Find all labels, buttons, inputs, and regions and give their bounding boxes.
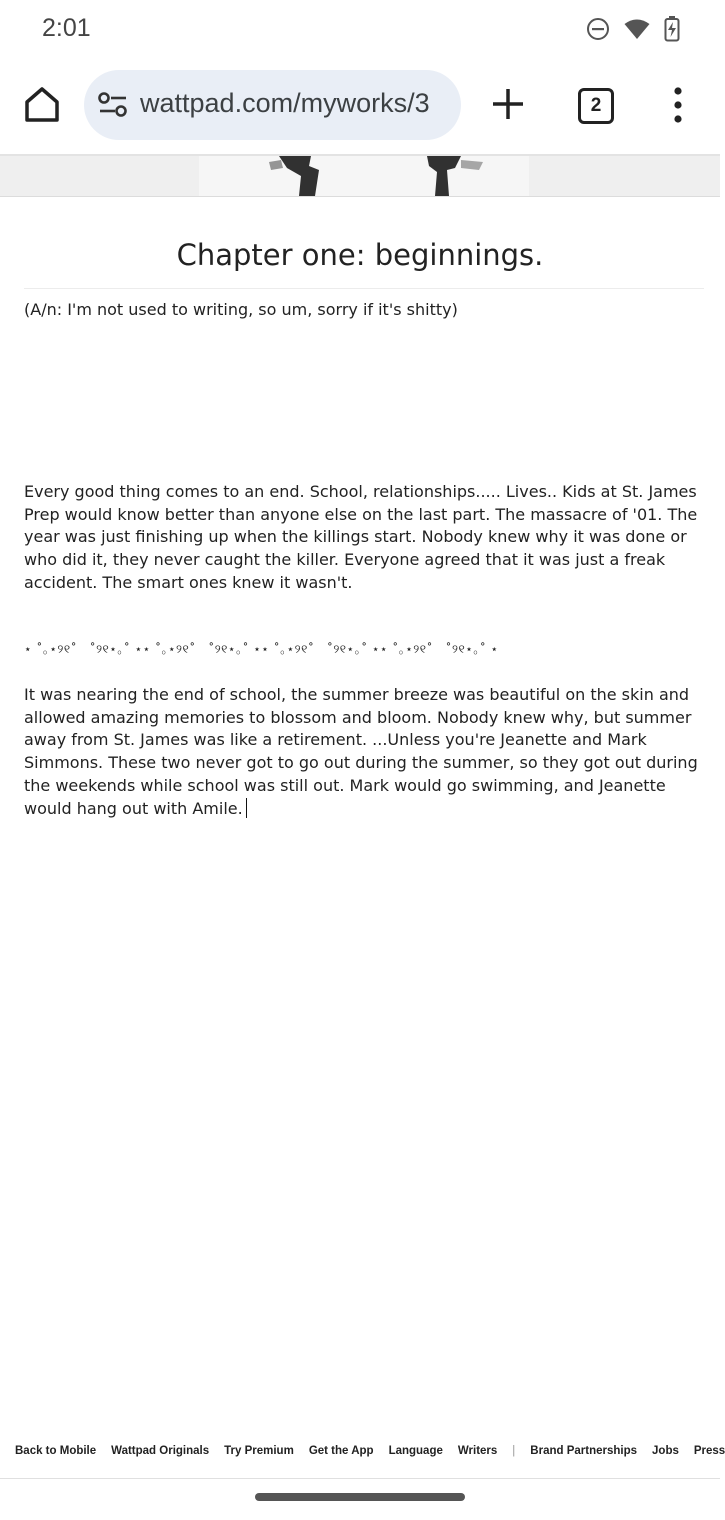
site-settings-icon[interactable] xyxy=(98,91,128,119)
story-paragraph[interactable]: Every good thing comes to an end. School, relationships..... Lives.. Kids at St. James Prep would know better than anyone else on the last part. The massacre of '01. The year was just finishing up when the killings start. Nobody knew why it was done or who did it, they never caught the killer. Everyone agreed that it was just a freak accident. The smart ones knew it wasn't. xyxy=(24,482,698,592)
footer-separator: | xyxy=(512,1445,516,1457)
battery-charging-icon xyxy=(664,16,680,42)
home-icon[interactable] xyxy=(22,84,62,124)
author-note[interactable]: (A/n: I'm not used to writing, so um, sorry if it's shitty) xyxy=(24,300,458,319)
browser-toolbar xyxy=(0,62,720,156)
story-header-banner xyxy=(0,156,720,197)
title-divider xyxy=(24,288,704,289)
footer-links xyxy=(15,1445,725,1457)
url-text[interactable]: wattpad.com/myworks/3 xyxy=(140,88,430,118)
new-tab-icon[interactable] xyxy=(490,86,526,122)
footer-link-brand-partnerships[interactable]: Brand Partnerships xyxy=(530,1445,638,1457)
story-paragraph-editing[interactable] xyxy=(24,684,708,820)
more-menu-icon[interactable] xyxy=(668,86,688,124)
gesture-navigation-bar[interactable] xyxy=(255,1493,465,1501)
chapter-title: Chapter one: beginnings. xyxy=(176,238,544,272)
wifi-icon xyxy=(624,18,650,40)
tab-switcher-button[interactable]: 2 xyxy=(578,88,614,124)
footer-link-try-premium[interactable]: Try Premium xyxy=(224,1445,294,1457)
address-bar[interactable] xyxy=(84,70,461,140)
cover-image xyxy=(199,156,529,196)
text-cursor xyxy=(246,798,248,818)
footer-link-jobs[interactable]: Jobs xyxy=(652,1445,679,1457)
footer-link-language[interactable]: Language xyxy=(388,1445,443,1457)
status-time: 2:01 xyxy=(42,14,91,42)
footer-link-wattpad-originals[interactable]: Wattpad Originals xyxy=(111,1445,210,1457)
footer-link-press[interactable]: Press xyxy=(693,1445,725,1457)
decorative-divider[interactable]: ⋆ ˚｡⋆୨୧˚ ˚୨୧⋆｡˚ ⋆⋆ ˚｡⋆୨୧˚ ˚୨୧⋆｡˚ ⋆⋆ ˚｡⋆୨୧˚ ˚୨୧⋆｡˚ ⋆⋆ ˚｡⋆୨୧˚ ˚୨୧⋆｡˚ ⋆ xyxy=(24,642,499,656)
footer-link-writers[interactable]: Writers xyxy=(457,1445,498,1457)
footer-link-get-the-app[interactable]: Get the App xyxy=(308,1445,374,1457)
story-paragraph-text[interactable]: It was nearing the end of school, the summer breeze was beautiful on the skin and allowed amazing memories to blossom and bloom. Nobody knew why, but summer away from St. James was like a retirement. ...Unless you're Jeanette and Mark Simmons. These two never got to go out during the summer, so they got out during the weekends while school was still out. Mark would go swimming, and Jeanette would hang out with Amile. xyxy=(24,685,698,818)
cover-image-art xyxy=(199,156,529,196)
status-icons xyxy=(586,16,680,42)
footer-divider xyxy=(0,1478,720,1479)
do-not-disturb-icon xyxy=(586,17,610,41)
footer-link-back-to-mobile[interactable]: Back to Mobile xyxy=(15,1445,97,1457)
status-bar xyxy=(0,0,720,56)
